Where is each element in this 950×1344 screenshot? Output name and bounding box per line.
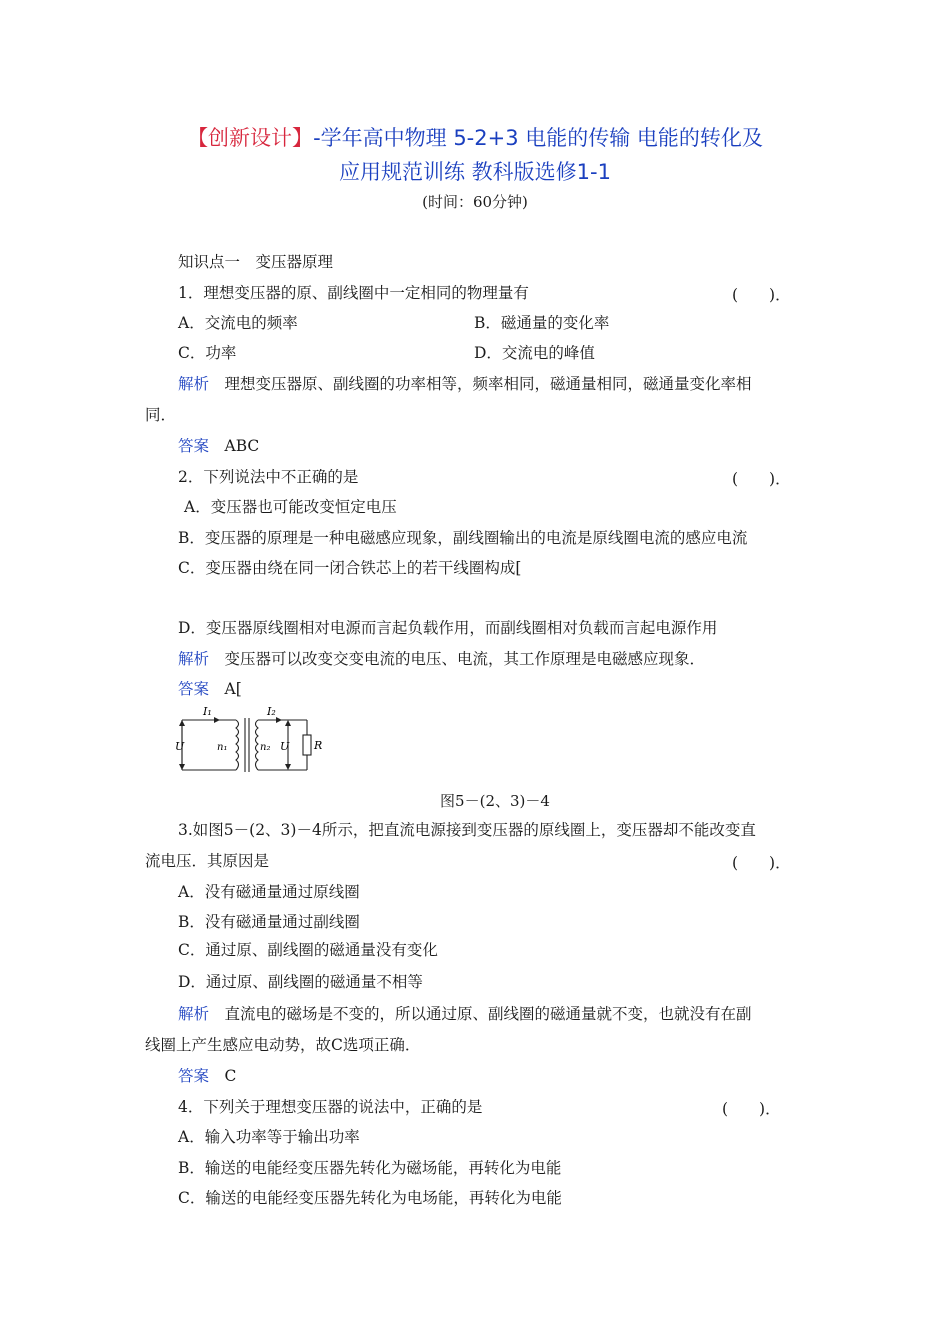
figure-caption: 图5－(2、3)－4 (440, 792, 550, 810)
q1-option-a: A．交流电的频率 (178, 314, 298, 332)
q3-option-d: D．通过原、副线圈的磁通量不相等 (178, 973, 423, 991)
q2-answer-blank: ( )． (732, 470, 791, 488)
q3-analysis-cont: 线圈上产生感应电动势，故C选项正确． (145, 1036, 421, 1054)
q3-stem: 3.如图5－(2、3)－4所示，把直流电源接到变压器的原线圈上，变压器却不能改变直 (178, 821, 756, 839)
title-bracket: 【创新设计】 (187, 126, 314, 150)
q2-answer-label: 答案 (178, 680, 210, 698)
q1-answer (178, 436, 259, 456)
q3-option-c: C．通过原、副线圈的磁通量没有变化 (178, 941, 438, 959)
q3-answer (178, 1066, 236, 1086)
q1-option-d: D．交流电的峰值 (474, 344, 595, 362)
label-I2: I₂ (267, 705, 276, 718)
q3-stem-cont: 流电压．其原因是 (145, 852, 270, 870)
label-n1: n₁ (217, 742, 228, 753)
doc-title-line2: 应用规范训练 教科版选修1-1 (339, 160, 611, 184)
q1-analysis-cont: 同． (145, 406, 177, 424)
q1-stem: 1．理想变压器的原、副线圈中一定相同的物理量有 (178, 284, 529, 302)
q2-answer (178, 679, 242, 699)
q3-analysis-label: 解析 (178, 1005, 210, 1023)
q3-analysis (178, 1004, 752, 1024)
q2-option-b: B．变压器的原理是一种电磁感应现象，副线圈输出的电流是原线圈电流的感应电流 (178, 529, 748, 547)
time-limit: (时间：60分钟) (422, 193, 528, 211)
transformer-circuit-diagram (172, 702, 332, 778)
doc-title-line1 (0, 122, 950, 152)
label-I1: I₁ (203, 705, 212, 718)
q1-answer-value: ABC (224, 437, 260, 455)
q1-answer-label: 答案 (178, 437, 210, 455)
q2-option-c: C．变压器由绕在同一闭合铁芯上的若干线圈构成[ (178, 559, 522, 577)
q3-analysis-text: 直流电的磁场是不变的，所以通过原、副线圈的磁通量就不变，也就没有在副 (224, 1005, 752, 1023)
q2-answer-value: A[ (224, 680, 242, 698)
q1-option-c: C．功率 (178, 344, 237, 362)
q2-option-d: D．变压器原线圈相对电源而言起负载作用，而副线圈相对负载而言起电源作用 (178, 619, 718, 637)
q3-answer-label: 答案 (178, 1067, 210, 1085)
label-U-left: U (175, 740, 185, 753)
label-n2: n₂ (260, 742, 271, 753)
q1-analysis-text: 理想变压器原、副线圈的功率相等，频率相同，磁通量相同，磁通量变化率相 (224, 375, 752, 393)
q2-analysis-label: 解析 (178, 650, 210, 668)
q3-answer-value: C (224, 1067, 237, 1085)
section-heading: 知识点一 变压器原理 (178, 253, 334, 271)
q3-option-b: B．没有磁通量通过副线圈 (178, 913, 360, 931)
label-U-right: U (280, 740, 290, 753)
title-line1-rest: -学年高中物理 5-2+3 电能的传输 电能的转化及 (313, 126, 763, 150)
q3-option-a: A．没有磁通量通过原线圈 (178, 883, 360, 901)
q1-option-b: B．磁通量的变化率 (474, 314, 610, 332)
q4-stem: 4．下列关于理想变压器的说法中，正确的是 (178, 1098, 483, 1116)
q4-option-a: A．输入功率等于输出功率 (178, 1128, 360, 1146)
q4-option-c: C．输送的电能经变压器先转化为电场能，再转化为电能 (178, 1189, 562, 1207)
q2-analysis (178, 649, 705, 669)
q2-option-a: A．变压器也可能改变恒定电压 (184, 498, 397, 516)
q2-stem: 2．下列说法中不正确的是 (178, 468, 359, 486)
q4-answer-blank: ( )． (722, 1100, 781, 1118)
q2-analysis-text: 变压器可以改变交变电流的电压、电流，其工作原理是电磁感应现象． (224, 650, 706, 668)
q1-answer-blank: ( )． (732, 286, 791, 304)
q1-analysis-label: 解析 (178, 375, 210, 393)
q4-option-b: B．输送的电能经变压器先转化为磁场能，再转化为电能 (178, 1159, 562, 1177)
q1-analysis (178, 374, 752, 394)
q3-answer-blank: ( )． (732, 854, 791, 872)
label-R: R (314, 739, 323, 752)
